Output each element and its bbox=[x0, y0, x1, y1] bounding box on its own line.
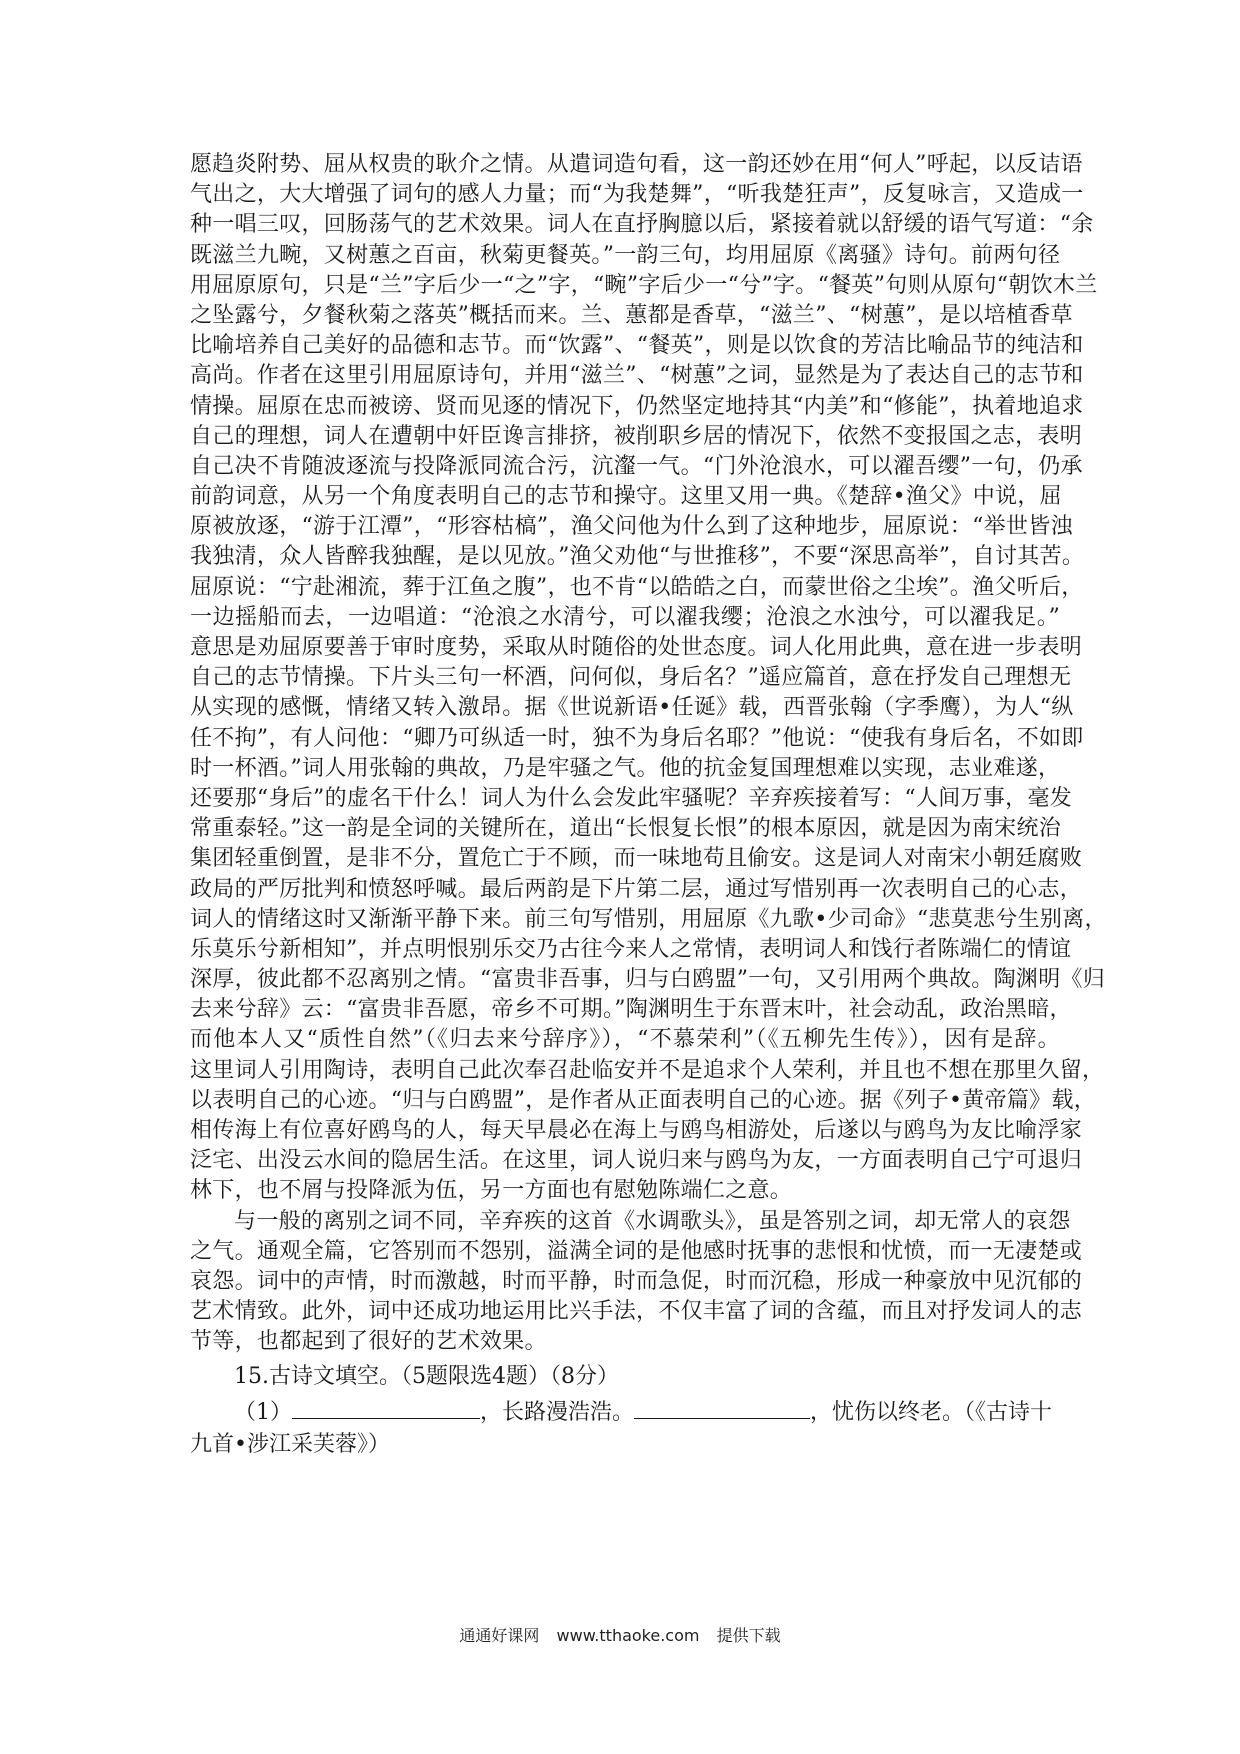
text-line: 我独清，众人皆醉我独醒，是以见放。”渔父劝他“与世推移”，不要“深思高举”，自讨其苦。 bbox=[190, 544, 1085, 570]
text-line: 用屈原原句，只是“兰”字后少一“之”字，“畹”字后少一“兮”字。“餐英”句则从原句“朝饮木兰 bbox=[190, 272, 1098, 298]
text-line: 比喻培养自己美好的品德和志节。而“饮露”、“餐英”，则是以饮食的芳洁比喻品节的纯洁和 bbox=[190, 333, 1084, 359]
text-line: 泛宅、出没云水间的隐居生活。在这里，词人说归来与鸥鸟为友，一方面表明自己宁可退归 bbox=[190, 1148, 1083, 1174]
text-line: 从实现的感慨，情绪又转入激昂。据《世说新语•任诞》载，西晋张翰（字季鹰），为人“纵 bbox=[190, 695, 1074, 721]
text-line: 艺术情致。此外，词中还成功地运用比兴手法，不仅丰富了词的含蕴，而且对抒发词人的志 bbox=[190, 1299, 1083, 1325]
text-line: 愿趋炎附势、屈从权贵的耿介之情。从遣词造句看，这一韵还妙在用“何人”呼起，以反诘语 bbox=[190, 152, 1083, 177]
text-line: 相传海上有位喜好鸥鸟的人，每天早晨必在海上与鸥鸟相游处，后遂以与鸥鸟为友比喻浮家 bbox=[190, 1118, 1083, 1143]
text-line: 高尚。作者在这里引用屈原诗句，并用“滋兰”、“树蕙”之词，显然是为了表达自己的志节和 bbox=[190, 363, 1084, 389]
text-line: 自己的志节情操。下片头三句一杯酒，问何似，身后名？”遥应篇首，意在抒发自己理想无 bbox=[190, 665, 1072, 691]
text-line: 这里词人引用陶诗，表明自己此次奉召赴临安并不是追求个人荣利，并且也不想在那里久留， bbox=[190, 1057, 1105, 1083]
text-line: 深厚，彼此都不忍离别之情。“富贵非吾事，归与白鸥盟”一句，又引用两个典故。陶渊明《归 bbox=[190, 967, 1106, 993]
analysis-paragraph bbox=[190, 150, 1107, 1207]
question-heading bbox=[190, 1362, 1060, 1392]
summary-paragraph bbox=[190, 1207, 1083, 1358]
page-footer bbox=[0, 1623, 1240, 1646]
text-line: 之气。通观全篇，它答别而不怨别，溢满全词的是他感时抚事的悲恨和忧愤，而一无凄楚或 bbox=[190, 1238, 1083, 1264]
text-line: 时一杯酒。”词人用张翰的典故，乃是牢骚之气。他的抗金复国理想难以实现，志业难遂， bbox=[190, 755, 1061, 781]
question-item-text-2: ，忧伤以终老。（《古诗十 bbox=[810, 1399, 1053, 1425]
question-item-1 bbox=[190, 1396, 1060, 1426]
text-line: 情操。屈原在忠而被谤、贤而见逐的情况下，仍然坚定地持其“内美”和“修能”，执着地追求 bbox=[190, 393, 1084, 419]
text-line: 屈原说：“宁赴湘流，葬于江鱼之腹”，也不肯“以皓皓之白，而蒙世俗之尘埃”。渔父听后， bbox=[190, 574, 1084, 600]
text-line: 种一唱三叹，回肠荡气的艺术效果。词人在直抒胸臆以后，紧接着就以舒缓的语气写道：“余 bbox=[190, 212, 1094, 238]
text-line: 去来兮辞》云：“富贵非吾愿，帝乡不可期。”陶渊明生于东晋末叶，社会动乱，政治黑暗， bbox=[190, 997, 1072, 1023]
text-line: 以表明自己的心迹。“归与白鸥盟”，是作者从正面表明自己的心迹。据《列子•黄帝篇》载， bbox=[190, 1087, 1097, 1113]
text-line: 自己决不肯随波逐流与投降派同流合污，沆瀣一气。“门外沧浪水，可以濯吾缨”一句，仍承 bbox=[190, 453, 1083, 479]
answer-blank-1[interactable] bbox=[292, 1396, 480, 1419]
question-item-number: （1） bbox=[234, 1399, 292, 1425]
text-line: 而他本人又“质性自然”（《归去来兮辞序》），“不慕荣利”（《五柳先生传》），因有是辞。 bbox=[190, 1027, 1060, 1053]
text-line: 政局的严厉批判和愤怒呼喊。最后两韵是下片第二层，通过写惜别再一次表明自己的心志， bbox=[190, 876, 1083, 902]
text-line: 气出之，大大增强了词句的感人力量；而“为我楚舞”，“听我楚狂声”，反复咏言，又造成一 bbox=[190, 182, 1084, 208]
answer-blank-2[interactable] bbox=[634, 1396, 810, 1419]
question-heading-text: 15.古诗文填空。（5题限选4题）（8分） bbox=[234, 1363, 619, 1389]
footer-url[interactable]: www.tthaoke.com bbox=[556, 1626, 700, 1645]
text-line: 集团轻重倒置，是非不分，置危亡于不顾，而一味地苟且偷安。这是词人对南宋小朝廷腐败 bbox=[190, 846, 1083, 872]
text-line: 自己的理想，词人在遭朝中奸臣谗言排挤，被削职乡居的情况下，依然不变报国之志，表明 bbox=[190, 423, 1083, 449]
text-line: 原被放逐，“游于江潭”，“形容枯槁”，渔父问他为什么到了这种地步，屈原说：“举世皆浊 bbox=[190, 514, 1073, 540]
question-item-1-continued bbox=[190, 1430, 1060, 1460]
text-line: 常重泰轻。”这一韵是全词的关键所在，道出“长恨复长恨”的根本原因，就是因为南宋统治 bbox=[190, 816, 1062, 842]
question-item-text-1: ，长路漫浩浩。 bbox=[480, 1399, 635, 1425]
text-line: 还要那“身后”的虚名干什么！词人为什么会发此牢骚呢？辛弃疾接着写：“人间万事，毫发 bbox=[190, 785, 1073, 811]
text-line: 哀怨。词中的声情，时而激越，时而平静，时而急促，时而沉稳，形成一种豪放中见沉郁的 bbox=[190, 1268, 1083, 1294]
text-line: 意思是劝屈原要善于审时度势，采取从时随俗的处世态度。词人化用此典，意在进一步表明 bbox=[190, 635, 1083, 660]
text-line: 之坠露兮，夕餐秋菊之落英”概括而来。兰、蕙都是香草，“滋兰”、“树蕙”，是以培植香草 bbox=[190, 302, 1073, 328]
text-line: 任不拘”，有人问他：“卿乃可纵适一时，独不为身后名耶？”他说：“使我有身后名，不如即 bbox=[190, 725, 1084, 751]
footer-site-name: 通通好课网 bbox=[459, 1626, 540, 1645]
text-line: 林下，也不屑与投降派为伍，另一方面也有慰勉陈端仁之意。 bbox=[190, 1178, 793, 1204]
question-item-source: 九首•涉江采芙蓉》） bbox=[190, 1431, 390, 1457]
text-line: 一边摇船而去，一边唱道：“沧浪之水清兮，可以濯我缨；沧浪之水浊兮，可以濯我足。” bbox=[190, 604, 1060, 630]
text-line: 乐莫乐兮新相知”，并点明恨别乐交乃古往今来人之常情，表明词人和饯行者陈端仁的情谊 bbox=[190, 936, 1072, 962]
text-line: 节等，也都起到了很好的艺术效果。 bbox=[190, 1329, 547, 1355]
document-body bbox=[190, 150, 1107, 1460]
text-line: 既滋兰九畹，又树蕙之百亩，秋菊更餐英。”一韵三句，均用屈原《离骚》诗句。前两句径 bbox=[190, 242, 1061, 268]
text-line: 与一般的离别之词不同，辛弃疾的这首《水调歌头》，虽是答别之词，却无常人的哀怨 bbox=[234, 1208, 1071, 1234]
text-line: 前韵词意，从另一个角度表明自己的志节和操守。这里又用一典。《楚辞•渔父》中说，屈 bbox=[190, 484, 1062, 510]
footer-note: 提供下载 bbox=[716, 1626, 781, 1645]
text-line: 词人的情绪这时又渐渐平静下来。前三句写惜别，用屈原《九歌•少司命》“悲莫悲兮生别离， bbox=[190, 906, 1107, 932]
